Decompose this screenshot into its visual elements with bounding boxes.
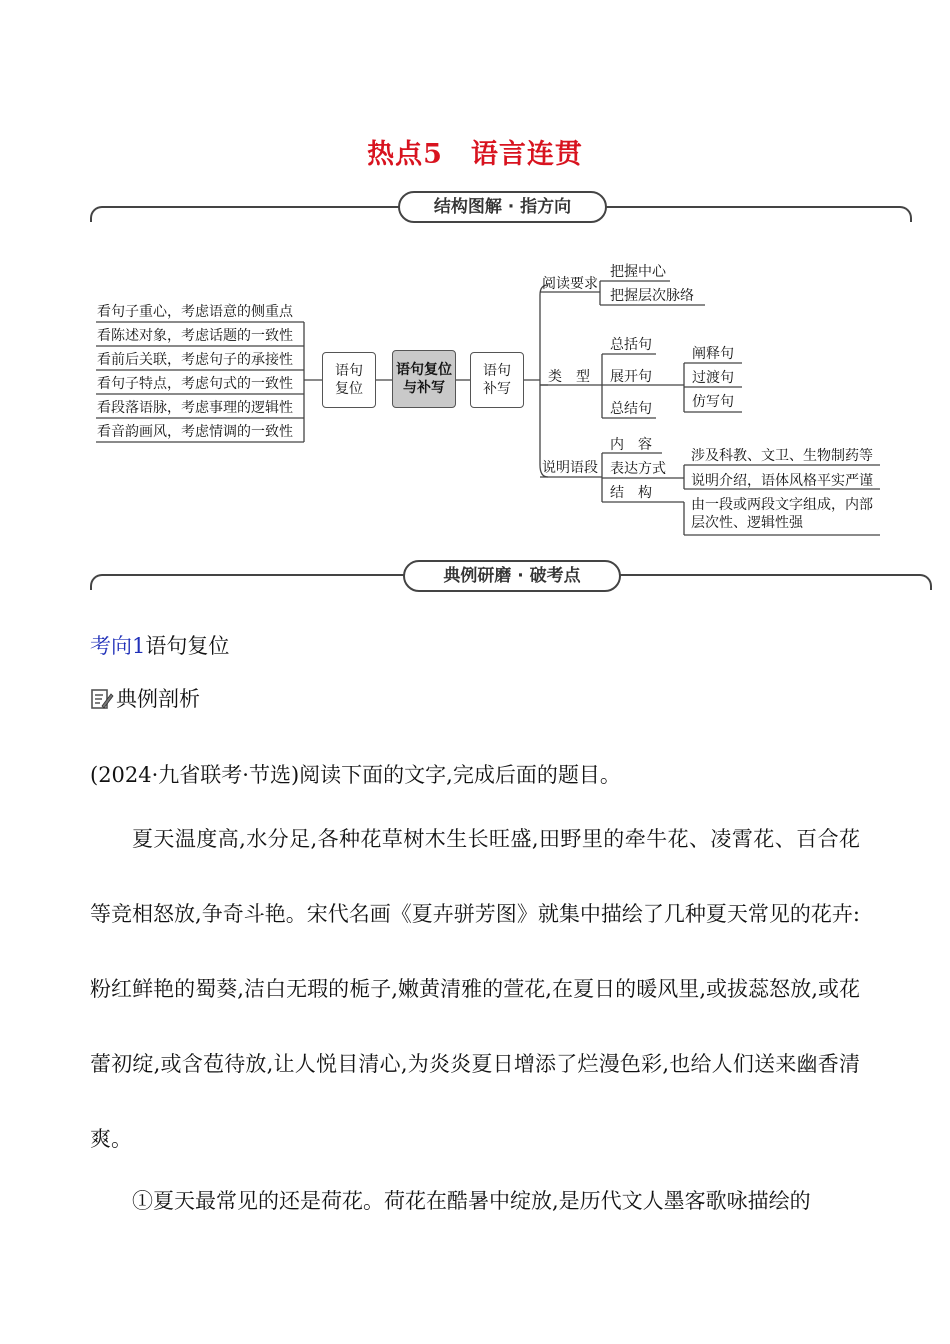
section-title: 语句复位 [145, 634, 230, 658]
example-heading [90, 685, 200, 713]
mindmap-branch-explain: 说明语段 [542, 460, 598, 476]
mindmap-expand-item: 过渡句 [692, 370, 734, 386]
passage-paragraph: ①夏天最常见的还是荷花。荷花在酷暑中绽放,是历代文人墨客歌咏描绘的 [132, 1189, 811, 1213]
mindmap-explain-value: 说明介绍，语体风格平实严谨 [691, 473, 873, 489]
mindmap-expand-item: 阐释句 [692, 346, 734, 362]
mindmap-explain-value: 涉及科教、文卫、生物制药等 [691, 448, 873, 464]
mindmap-type-item: 展开句 [610, 369, 652, 385]
mindmap-left-item: 看句子特点，考虑句式的一致性 [97, 376, 293, 392]
mindmap-center-node: 语句复位与补写 [392, 350, 456, 408]
mindmap-explain-value: 由一段或两段文字组成，内部层次性、逻辑性强 [691, 497, 873, 531]
mindmap-type-item: 总结句 [610, 401, 652, 417]
section-label: 考向1 [90, 634, 146, 658]
section-heading [90, 632, 229, 660]
mindmap-reading-item: 把握中心 [610, 264, 666, 280]
mindmap-branch-reading: 阅读要求 [542, 276, 598, 292]
mindmap-left-item: 看前后关联，考虑句子的承接性 [97, 352, 293, 368]
example-label: 典例剖析 [116, 687, 200, 711]
mindmap-explain-key: 结 构 [610, 485, 652, 501]
banner-rule-right [618, 574, 932, 590]
mindmap-expand-item: 仿写句 [692, 394, 734, 410]
notepad-edit-icon [90, 687, 114, 711]
mindmap-left-item: 看句子重心，考虑语意的侧重点 [97, 304, 293, 320]
mindmap-left-item: 看陈述对象，考虑话题的一致性 [97, 328, 293, 344]
banner-rule-left [90, 574, 407, 590]
mindmap-explain-key: 表达方式 [610, 461, 666, 477]
passage-paragraph: 夏天温度高,水分足,各种花草树木生长旺盛,田野里的牵牛花、凌霄花、百合花等竞相怒放,争奇斗艳。宋代名画《夏卉骈芳图》就集中描绘了几种夏天常见的花卉:粉红鲜艳的蜀葵,洁白无瑕的栀子,嫩黄清雅的萱花,在夏日的暖风里,或拔蕊怒放,或花蕾初绽,或含苞待放,让人悦目清心,为炎炎夏日增添了烂漫色彩,也给人们送来幽香清爽。 [90, 827, 860, 1151]
mindmap-left-item: 看音韵画风，考虑情调的一致性 [97, 424, 293, 440]
source-line: (2024·九省联考·节选)阅读下面的文字,完成后面的题目。 [90, 763, 621, 787]
mindmap-branch-type: 类 型 [548, 369, 590, 385]
mindmap-left-item: 看段落语脉，考虑事理的逻辑性 [97, 400, 293, 416]
section-banner-examples: 典例研磨 · 破考点 [403, 560, 621, 592]
page-title: 热点5 语言连贯 [367, 139, 583, 170]
section-banner-structure: 结构图解 · 指方向 [398, 191, 607, 223]
mindmap-type-item: 总括句 [610, 337, 652, 353]
mindmap-box-supplement: 语句补写 [470, 352, 524, 408]
mindmap-box-reposition: 语句复位 [322, 352, 376, 408]
mindmap-reading-item: 把握层次脉络 [610, 288, 694, 304]
mindmap-explain-key: 内 容 [610, 437, 652, 453]
